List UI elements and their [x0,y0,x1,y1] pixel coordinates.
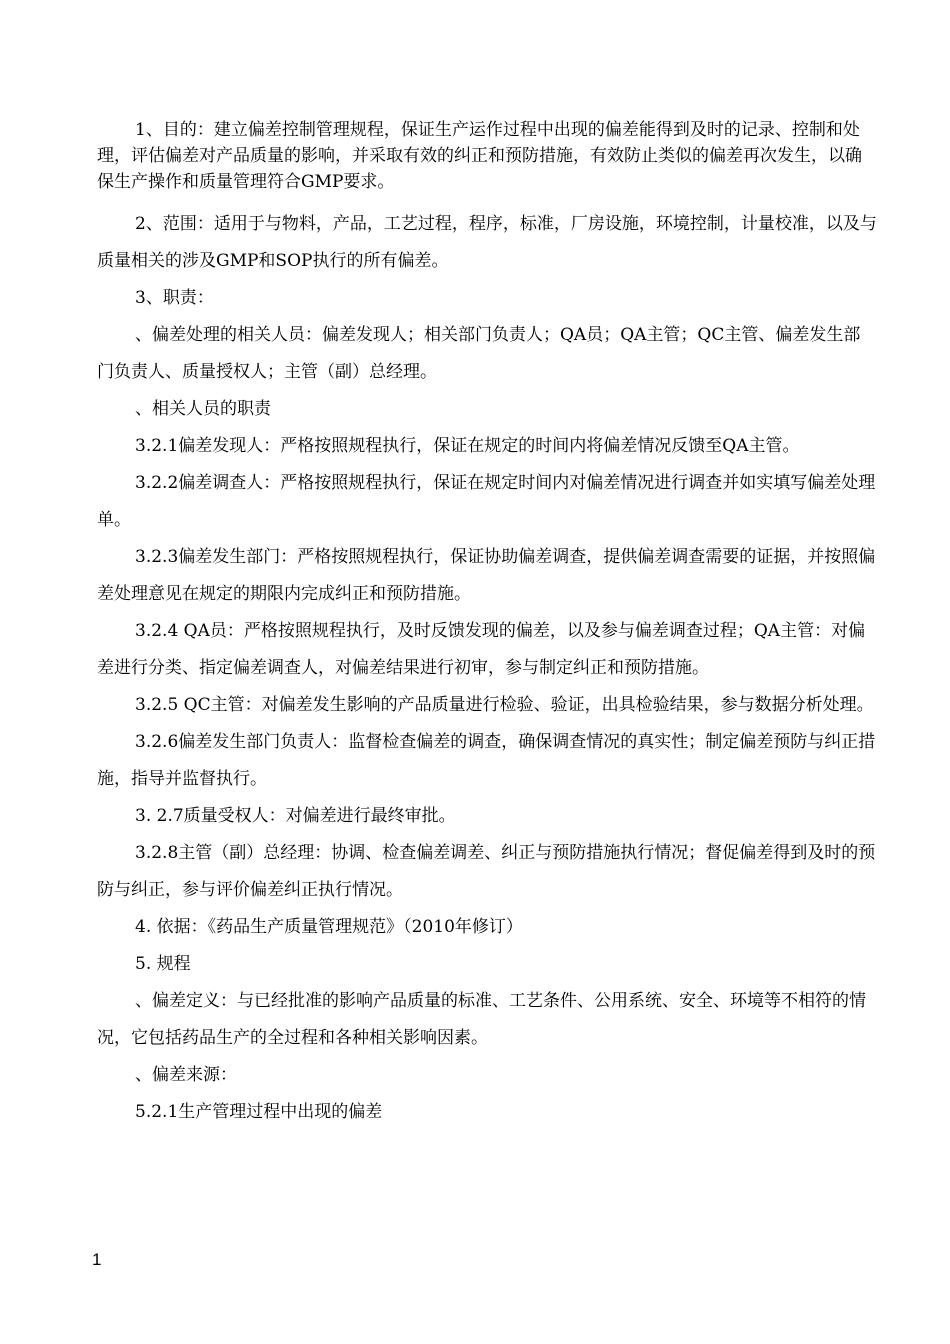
paragraph-3-2-2: 3.2.2偏差调查人：严格按照规程执行，保证在规定时间内对偏差情况进行调查并如实填写偏差处理单。 [97,473,876,530]
paragraph-procedure-heading: 5. 规程 [135,954,191,974]
paragraph-3-2-4: 3.2.4 QA员：严格按照规程执行，及时反馈发现的偏差，以及参与偏差调查过程；QA主管：对偏差进行分类、指定偏差调查人，对偏差结果进行初审，参与制定纠正和预防措施。 [97,621,866,678]
paragraph-purpose: 1、目的：建立偏差控制管理规程，保证生产运作过程中出现的偏差能得到及时的记录、控制和处理，评估偏差对产品质量的影响，并采取有效的纠正和预防措施，有效防止类似的偏差再次发生，以确保生产操作和质量管理符合GMP要求。 [97,120,862,192]
paragraph-3-2-1: 3.2.1偏差发现人：严格按照规程执行，保证在规定的时间内将偏差情况反馈至QA主管。 [135,436,800,456]
paragraph-deviation-sources: 、偏差来源： [135,1065,237,1085]
page-number: 1 [92,1250,102,1269]
paragraph-3-2-3: 3.2.3偏差发生部门：严格按照规程执行，保证协助偏差调查，提供偏差调查需要的证据，并按照偏差处理意见在规定的期限内完成纠正和预防措施。 [97,547,876,604]
paragraph-scope: 2、范围：适用于与物料，产品，工艺过程，程序，标准，厂房设施，环境控制，计量校准，以及与质量相关的涉及GMP和SOP执行的所有偏差。 [97,214,877,271]
paragraph-3-2-6: 3.2.6偏差发生部门负责人：监督检查偏差的调查，确保调查情况的真实性；制定偏差预防与纠正措施，指导并监督执行。 [97,732,876,789]
paragraph-deviation-definition: 、偏差定义：与已经批准的影响产品质量的标准、工艺条件、公用系统、安全、环境等不相符的情况，它包括药品生产的全过程和各种相关影响因素。 [97,991,866,1048]
paragraph-personnel-duties-heading: 、相关人员的职责 [135,399,271,419]
paragraph-basis: 4. 依据：《药品生产质量管理规范》（2010年修订） [135,917,523,937]
document-body [97,117,877,1131]
paragraph-related-personnel: 、偏差处理的相关人员：偏差发现人；相关部门负责人；QA员；QA主管；QC主管、偏差发生部门负责人、质量授权人；主管（副）总经理。 [97,325,861,382]
paragraph-5-2-1: 5.2.1生产管理过程中出现的偏差 [135,1102,383,1122]
paragraph-3-2-8: 3.2.8主管（副）总经理：协调、检查偏差调差、纠正与预防措施执行情况；督促偏差得到及时的预防与纠正，参与评价偏差纠正执行情况。 [97,843,876,900]
paragraph-responsibilities-heading: 3、职责： [135,288,214,308]
paragraph-3-2-7: 3. 2.7质量受权人：对偏差进行最终审批。 [135,806,456,826]
paragraph-3-2-5: 3.2.5 QC主管：对偏差发生影响的产品质量进行检验、验证，出具检验结果，参与数据分析处理。 [135,695,874,715]
